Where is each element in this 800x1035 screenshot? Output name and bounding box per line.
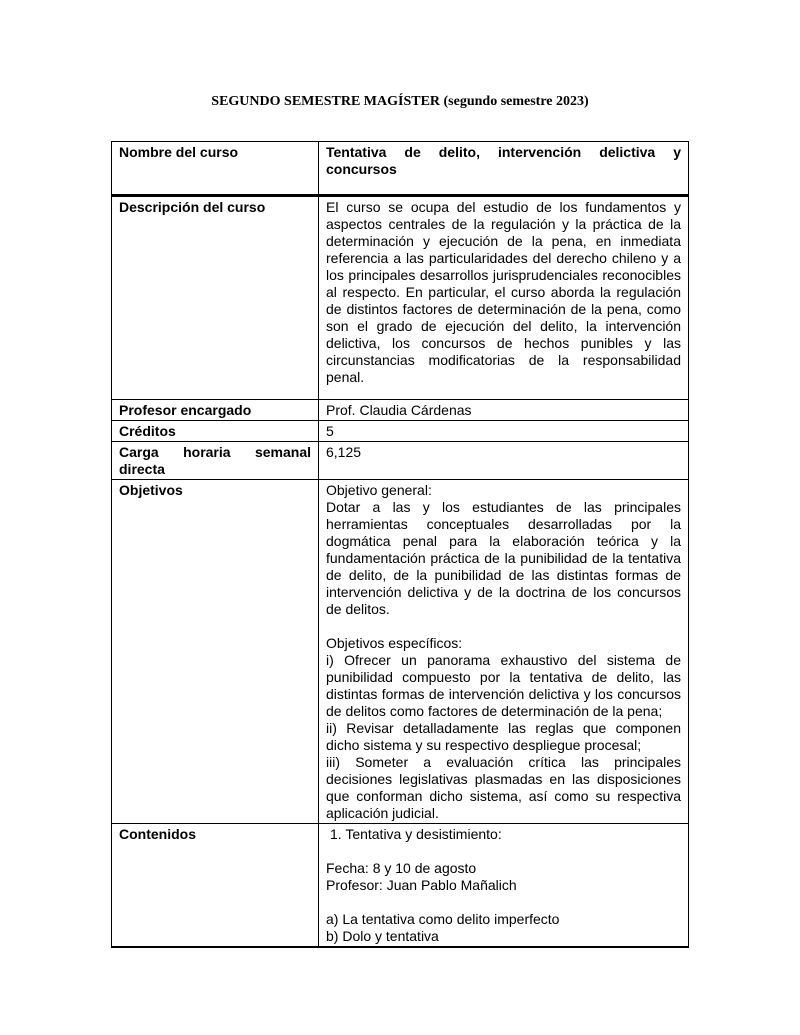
specific-objective-item: iii) Someter a evaluación crítica las principales decisiones legislativas plasmadas en las disposiciones que conforman dicho sistema, así como su respectiva aplicación judicial. bbox=[326, 754, 681, 821]
description-value: El curso se ocupa del estudio de los fundamentos y aspectos centrales de la regulación y la práctica de la determinación y ejecución de la pena, en inmediata referencia a las particularidades del derecho chileno y a los principales desarrollos jurisprudenciales reconocibles al respecto. En particular, el curso aborda la regulación de distintos factores de determinación de la pena, como son el grado de ejecución del delito, la intervención delictiva, los concursos de hechos punibles y las circunstancias modificatorias de la responsabilidad penal. bbox=[319, 196, 689, 400]
table-row-contents bbox=[112, 824, 689, 948]
specific-objective-item: i) Ofrecer un panorama exhaustivo del sistema de punibilidad compuesto por la tentativa de delito, las distintas formas de intervención delictiva y los concursos de delitos como factores de determinación de la pena; bbox=[326, 652, 681, 719]
course-name-value: Tentativa de delito, intervención delictiva y concursos bbox=[319, 142, 689, 196]
hours-value: 6,125 bbox=[319, 442, 689, 480]
description-label: Descripción del curso bbox=[112, 196, 319, 400]
topic-item: b) Dolo y tentativa bbox=[326, 928, 439, 944]
table-row-course-name bbox=[112, 142, 689, 196]
contents-label: Contenidos bbox=[112, 824, 319, 948]
hours-label: Carga horaria semanal directa bbox=[112, 442, 319, 480]
course-table bbox=[111, 141, 689, 948]
objectives-value bbox=[319, 480, 689, 824]
professor-value: Prof. Claudia Cárdenas bbox=[319, 400, 689, 421]
page-title: SEGUNDO SEMESTRE MAGÍSTER (segundo semestre 2023) bbox=[211, 94, 589, 109]
professor-label: Profesor encargado bbox=[112, 400, 319, 421]
table-row-objectives bbox=[112, 480, 689, 824]
general-objective-text: Dotar a las y los estudiantes de las principales herramientas conceptuales desarrolladas por la dogmática penal para la elaboración teórica y la fundamentación práctica de la punibilidad de la tentativa de delito, de la punibilidad de las distintas formas de intervención delictiva y de la doctrina de los concursos de delitos. bbox=[326, 499, 681, 617]
general-objective-heading: Objetivo general: bbox=[326, 482, 432, 498]
table-row-hours bbox=[112, 442, 689, 480]
table-row-credits bbox=[112, 421, 689, 442]
credits-value: 5 bbox=[319, 421, 689, 442]
objectives-label: Objetivos bbox=[112, 480, 319, 824]
unit-title: 1. Tentativa y desistimiento: bbox=[330, 826, 502, 842]
credits-label: Créditos bbox=[112, 421, 319, 442]
table-row-description bbox=[112, 196, 689, 400]
topic-item: a) La tentativa como delito imperfecto bbox=[326, 911, 560, 927]
unit-date: Fecha: 8 y 10 de agosto bbox=[326, 860, 477, 876]
specific-objective-item: ii) Revisar detalladamente las reglas que componen dicho sistema y su respectivo despliegue procesal; bbox=[326, 720, 681, 753]
contents-value bbox=[319, 824, 689, 948]
course-name-label: Nombre del curso bbox=[112, 142, 319, 196]
specific-objectives-heading: Objetivos específicos: bbox=[326, 635, 463, 651]
table-row-professor bbox=[112, 400, 689, 421]
unit-teacher: Profesor: Juan Pablo Mañalich bbox=[326, 877, 517, 893]
